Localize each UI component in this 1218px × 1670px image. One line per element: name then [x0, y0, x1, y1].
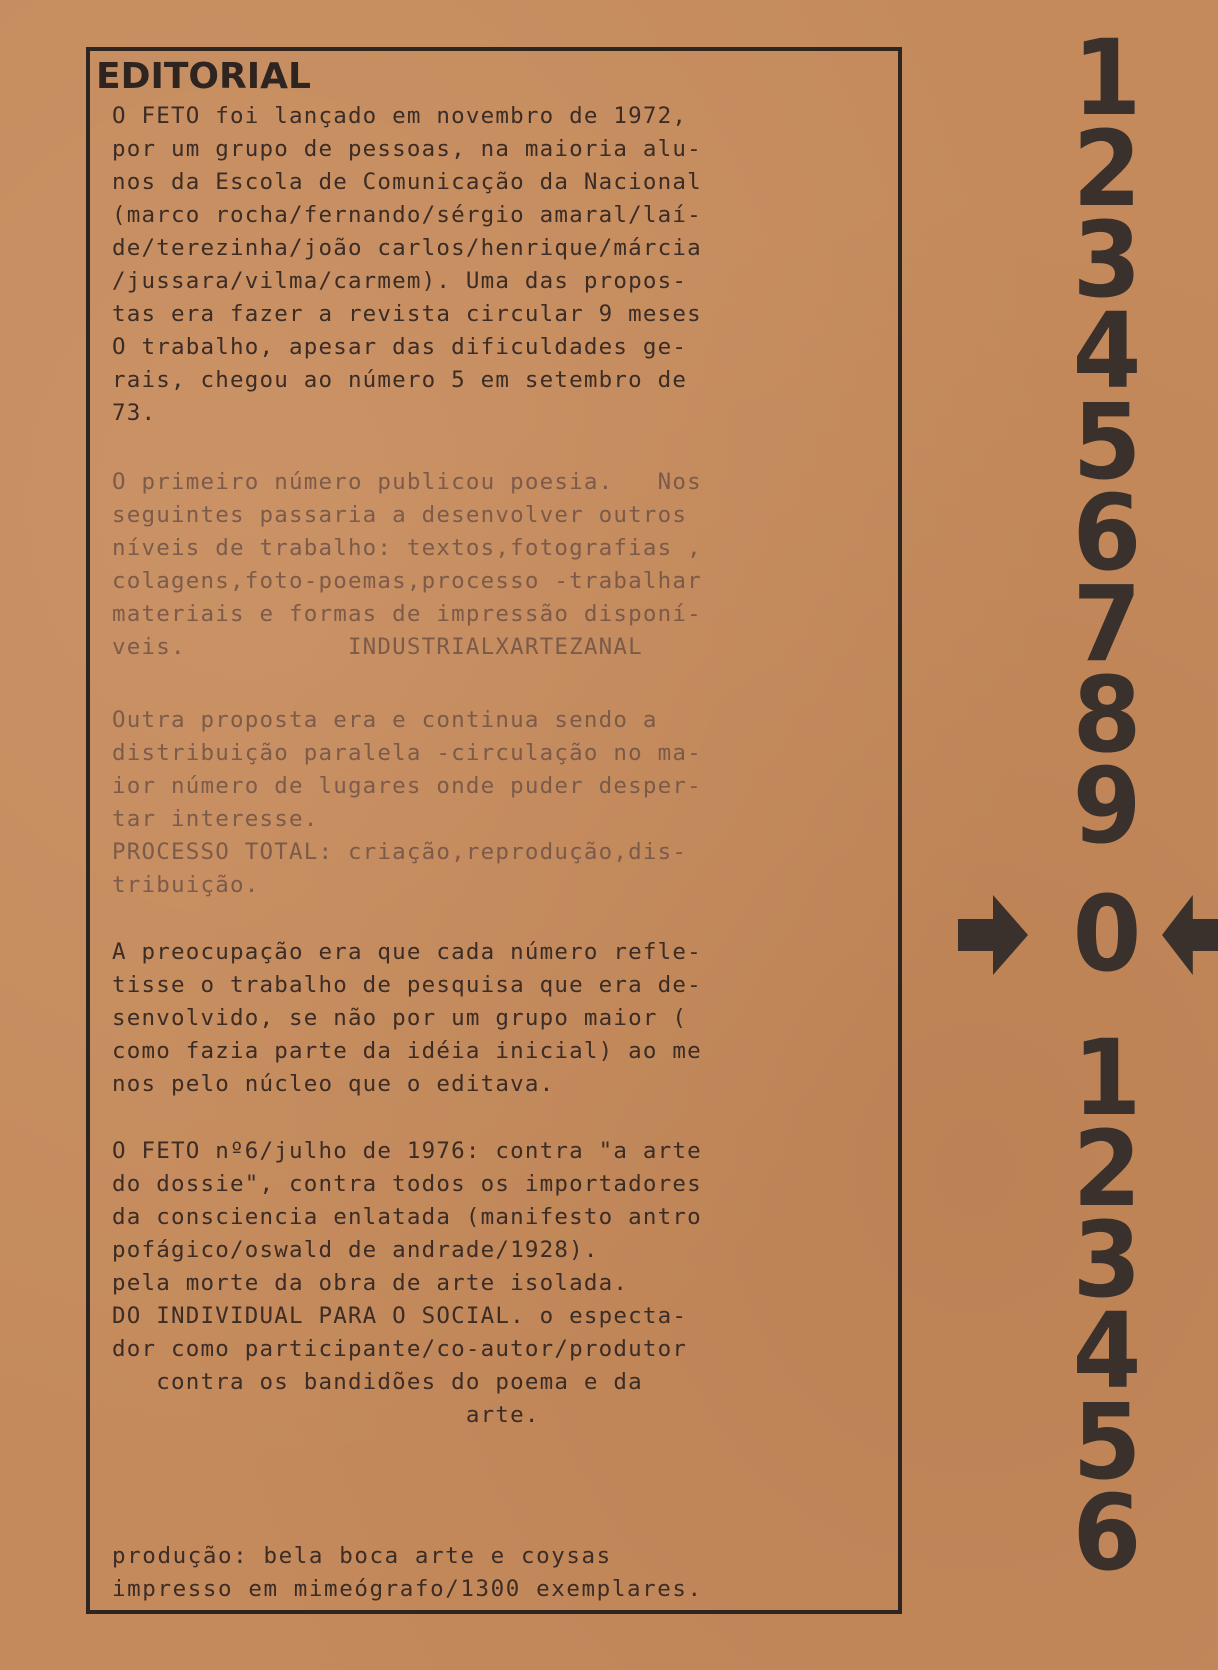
number-strip-digit: 3	[1072, 1199, 1142, 1321]
number-strip-digit: 2	[1072, 1108, 1142, 1230]
production-credits: produção: bela boca arte e coysas impresso em mimeógrafo/1300 exemplares.	[112, 1543, 703, 1602]
number-strip-digit: 1	[1072, 1017, 1142, 1139]
number-strip-digit: 9	[1072, 745, 1142, 867]
number-strip-digit-highlighted: 0	[1072, 873, 1142, 995]
number-strip-digit: 4	[1072, 290, 1142, 412]
paragraph-history: O FETO foi lançado em novembro de 1972, por um grupo de pessoas, na maioria alu- nos da Escola de Comunicação da Nacional (marco rocha/fernando/sérgio amaral/laí- de/terezinha/joão carlos/henrique/márcia /jussara/vilma/carmem). Uma das propos- tas era fazer a revista circular 9 meses O trabalho, apesar das dificuldades ge- rais, chegou ao número 5 em setembro de 73.	[112, 103, 702, 426]
number-strip-digit: 7	[1072, 563, 1142, 685]
arrow-right-icon	[958, 895, 1028, 975]
number-strip-digit: 1	[1072, 17, 1142, 139]
paragraph-research: A preocupação era que cada número refle- tisse o trabalho de pesquisa que era de- senvolvido, se não por um grupo maior ( como fazia parte da idéia inicial) ao me nos pelo núcleo que o editava.	[112, 939, 702, 1097]
number-strip-digit: 8	[1072, 654, 1142, 776]
number-strip-digit: 5	[1072, 381, 1142, 503]
editorial-title: EDITORIAL	[96, 56, 311, 97]
paragraph-issue-6: O FETO nº6/julho de 1976: contra "a arte do dossie", contra todos os importadores da consciencia enlatada (manifesto antro pofágico/oswald de andrade/1928). pela morte da obra de arte isolada. DO INDIVIDUAL PARA O SOCIAL. o especta- dor como participante/co-autor/produtor contra os bandidões do poema e da arte.	[112, 1138, 702, 1428]
number-strip-digit: 6	[1072, 472, 1142, 594]
number-strip-digit: 4	[1072, 1290, 1142, 1412]
paragraph-first-issue: O primeiro número publicou poesia. Nos seguintes passaria a desenvolver outros níveis de trabalho: textos,fotografias , colagens,foto-poemas,processo -trabalhar materiais e formas de impressão disponí- veis. INDUSTRIALXARTEZANAL	[112, 469, 702, 660]
number-strip-digit: 3	[1072, 199, 1142, 321]
paragraph-distribution: Outra proposta era e continua sendo a distribuição paralela -circulação no ma- ior número de lugares onde puder desper- tar interesse. PROCESSO TOTAL: criação,reprodução,dis- tribuição.	[112, 707, 702, 898]
number-strip-digit: 2	[1072, 108, 1142, 230]
number-strip-digit: 5	[1072, 1381, 1142, 1503]
number-strip-digit: 6	[1072, 1472, 1142, 1594]
